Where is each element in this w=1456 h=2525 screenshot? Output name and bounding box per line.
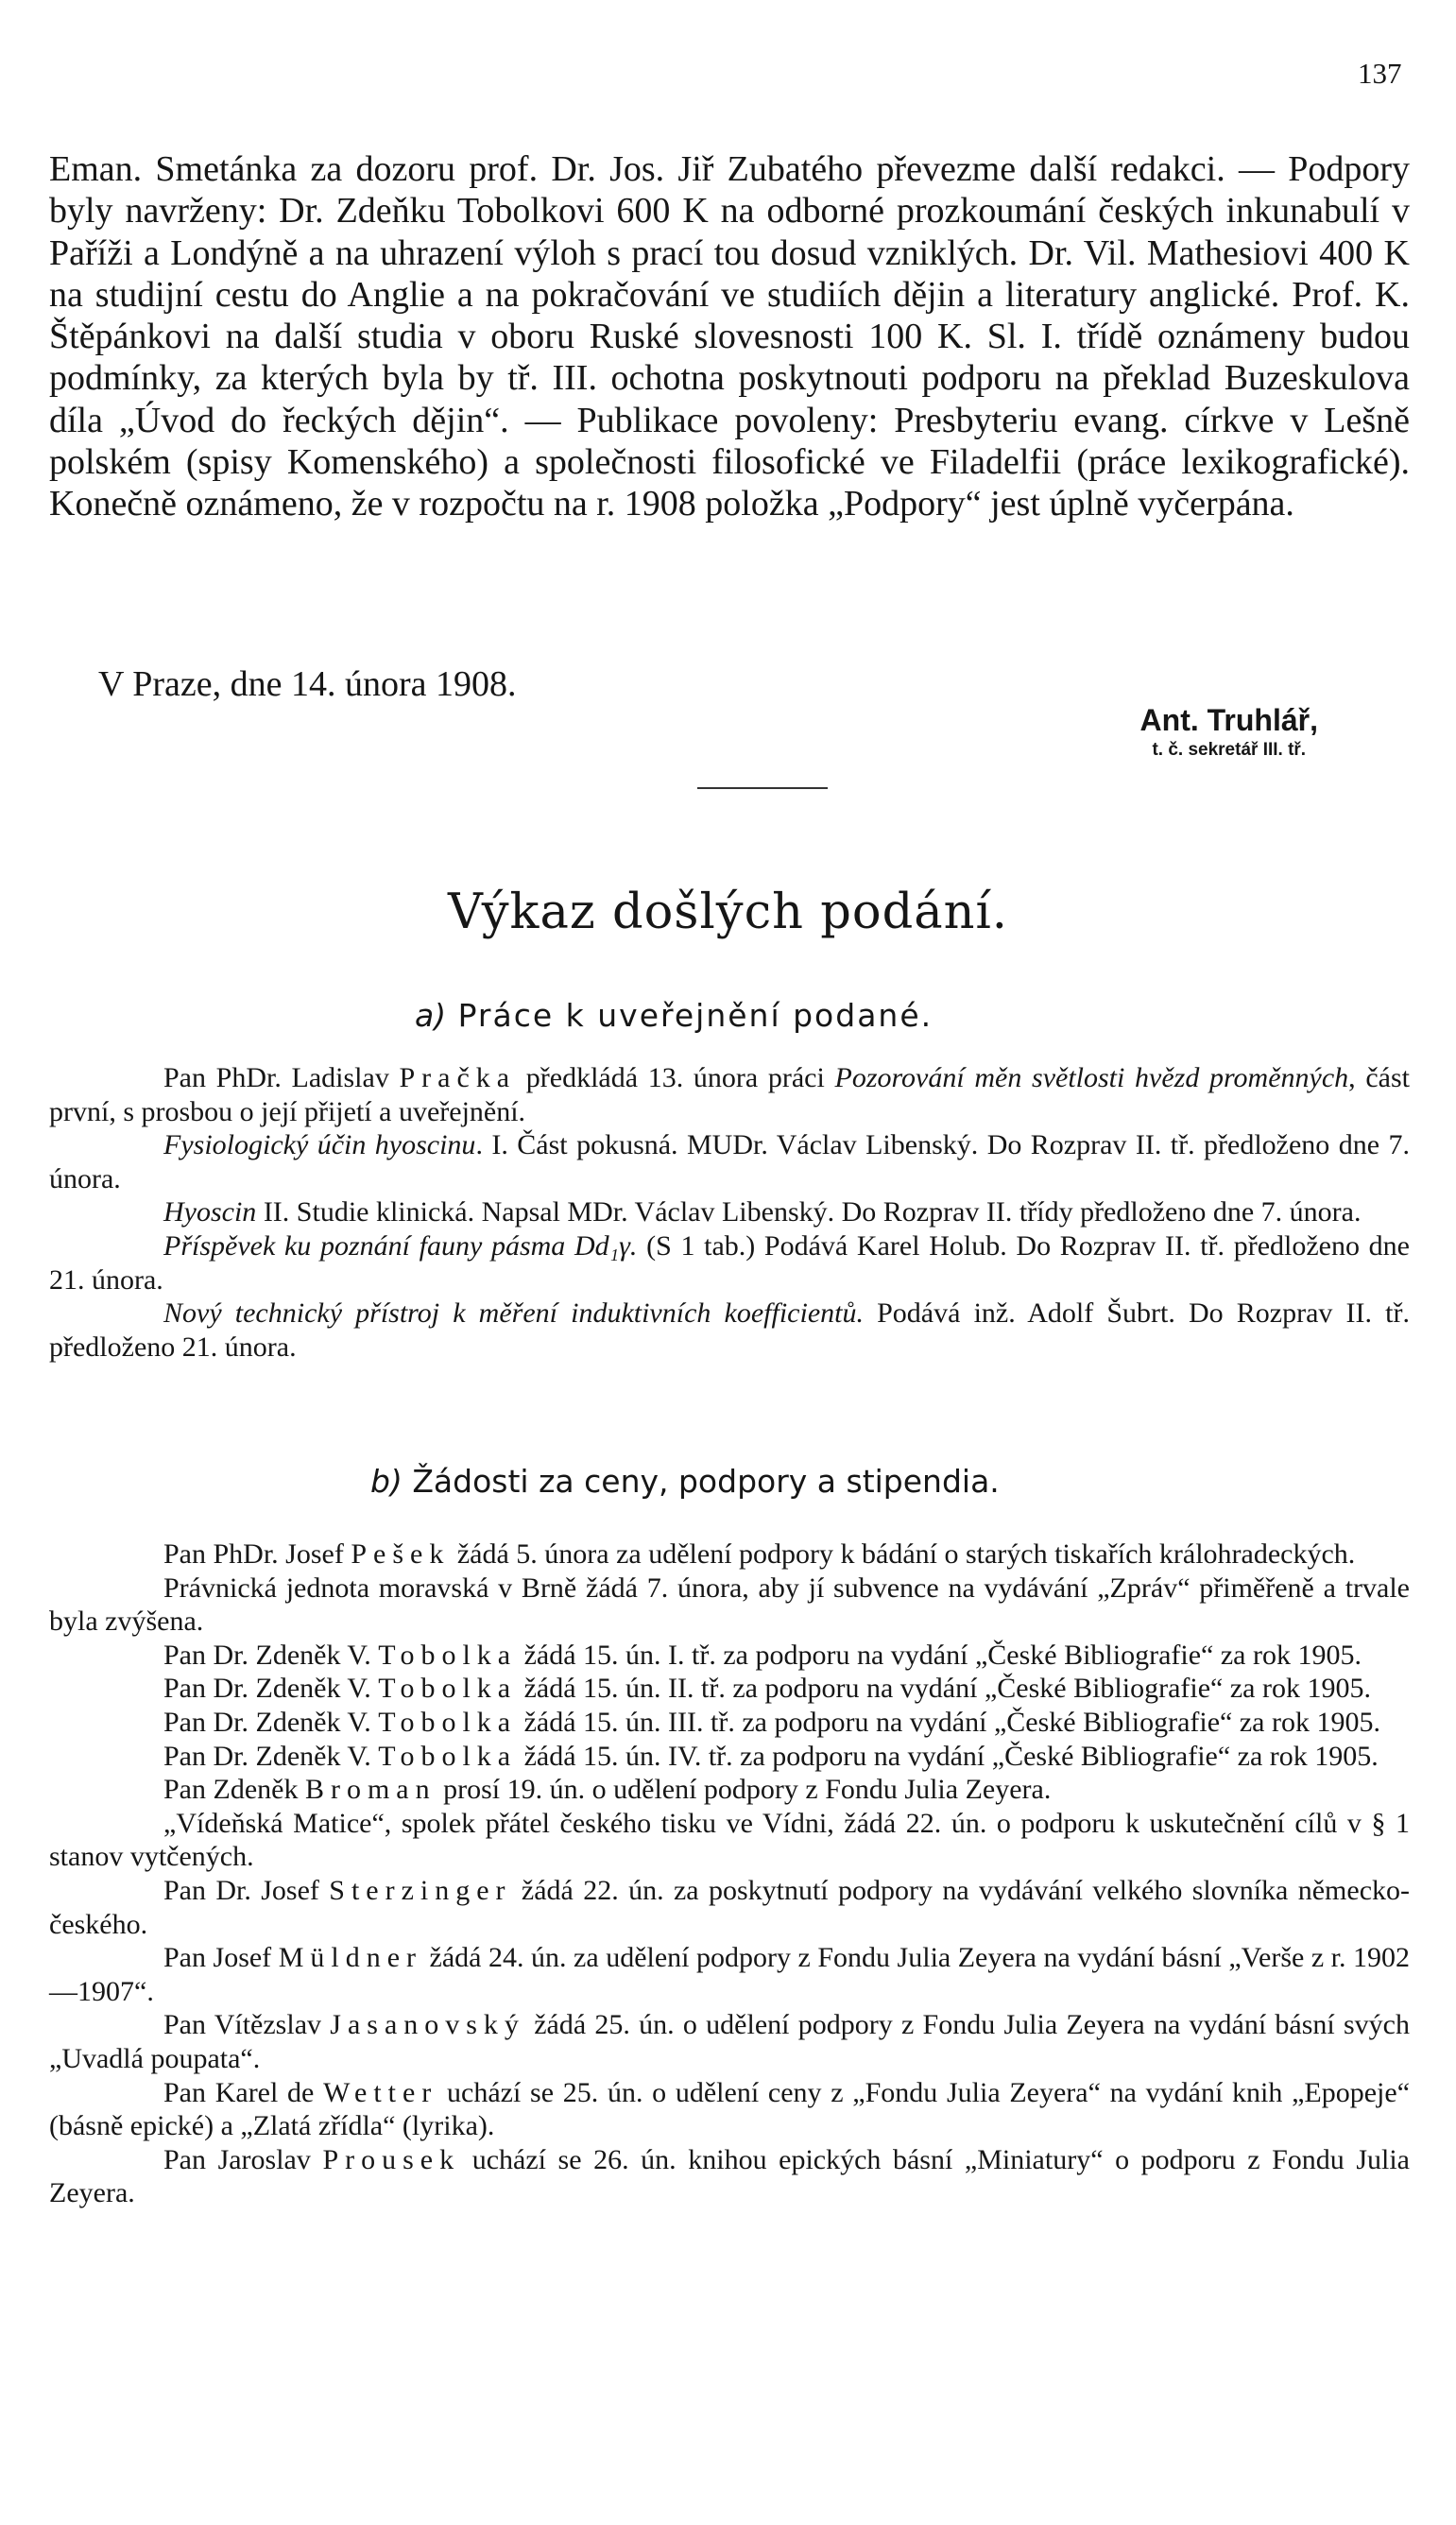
entry-spaced-name: Pračka [399,1062,517,1093]
list-item [49,1672,1410,1706]
entry-title: Příspěvek ku poznání fauny pásma Dd₁γ. [163,1229,638,1262]
entry-text: Právnická jednota moravská v Brně žádá 7. února, aby jí subvence na vydávání „Zpráv“ přiměřeně a trvale byla zvýšena. [49,1572,1410,1638]
entry-text: , část první, s prosbou o její přijetí a uveřejnění. [49,1062,1410,1127]
signature-name: Ant. Truhlář, [1139,703,1318,737]
section-heading: Výkaz došlých podání. [447,885,1008,940]
entry-text: Pan PhDr. Ladislav [163,1062,400,1093]
list-item [49,1639,1410,1673]
entry-text: Podává inž. Adolf Šubrt. Do Rozprav II. tř. předloženo 21. února. [49,1297,1410,1363]
entry-spaced-name: Tobolka [378,1673,518,1705]
signature-title: t. č. sekretář III. tř. [1152,740,1307,760]
entry-spaced-name: Tobolka [378,1639,518,1671]
subheading-b-title: Žádosti za ceny, podpory a stipendia. [412,1463,1000,1500]
entry-spaced-name: Müldner [278,1942,423,1974]
list-item [49,1229,1410,1297]
entry-text: Pan Dr. Zdeněk V. [163,1639,379,1671]
entry-spaced-name: Tobolka [378,1706,518,1738]
entry-text: prosí 19. ún. o udělení podpory z Fondu Julia Zeyera. [436,1774,1052,1806]
entry-text: (S 1 tab.) Podává Karel Holub. Do Rozprav II. tř. předloženo dne 21. února. [49,1229,1410,1296]
list-item [49,1128,1410,1195]
list-item [49,1537,1410,1572]
list-item [49,2076,1410,2143]
entry-spaced-name: Sterzinger [329,1874,512,1906]
entry-spaced-name: Prousek [322,2143,461,2175]
entry-spaced-name: Pešek [351,1538,451,1570]
intro-paragraph [49,148,1410,525]
list-item [49,1740,1410,1774]
entry-spaced-name: Jasanovský [330,2009,525,2041]
place-date: V Praze, dne 14. února 1908. [98,664,517,704]
entry-text: žádá 15. ún. II. tř. za podporu na vydání „České Bibliografie“ za rok 1905. [517,1673,1371,1705]
entry-text: žádá 5. února za udělení podpory k bádání o starých tiskařích králohradeckých. [450,1538,1356,1570]
entry-text: Pan Jaroslav [163,2143,323,2175]
entry-text: žádá 22. ún. za poskytnutí podpory na vydávání velkého slovníka německo-českého. [49,1874,1410,1940]
entry-text: „Vídeňská Matice“, spolek přátel českého tisku ve Vídni, žádá 22. ún. o podporu k uskutečnění cílů v § 1 stanov vytčených. [49,1807,1410,1873]
entry-text: Pan PhDr. Josef [163,1538,351,1570]
list-item [49,1941,1410,2008]
list-item [49,2143,1410,2210]
entry-text: Pan Karel de [163,2076,324,2108]
entry-text: žádá 15. ún. I. tř. za podporu na vydání „České Bibliografie“ za rok 1905. [517,1639,1362,1671]
entry-text: uchází se 25. ún. o udělení ceny z „Fondu Julia Zeyera“ na vydání knih „Epopeje“ (básně epické) a „Zlatá zřídla“ (lyrika). [49,2076,1411,2142]
entry-text: II. Studie klinická. Napsal MDr. Václav Libenský. Do Rozprav II. třídy předloženo dne 7. února. [256,1196,1362,1228]
entry-text: žádá 15. ún. III. tř. za podporu na vydání „České Bibliografie“ za rok 1905. [517,1706,1380,1738]
list-item [49,1297,1410,1364]
list-item [49,2008,1410,2075]
entry-text: žádá 25. ún. o udělení podpory z Fondu Julia Zeyera na vydání básní svých „Uvadlá poupata“. [49,2009,1411,2074]
list-item [49,1773,1410,1807]
list-item [49,1706,1410,1740]
entry-text: Pan Dr. Zdeněk V. [163,1740,379,1772]
entry-text: předkládá 13. února práci [516,1062,835,1093]
entry-text: Pan Dr. Zdeněk V. [163,1706,379,1738]
subheading-a [415,997,933,1034]
entry-spaced-name: Wetter [323,2076,438,2108]
intro-text: Eman. Smetánka za dozoru prof. Dr. Jos. Jiř Zubatého převezme další redakci. — Podpory byly navrženy: Dr. Zdeňku Tobolkovi 600 K na odborné prozkoumání českých inkunabulí v Paříži a Londýně a na uhrazení výloh s prací tou dosud vzniklých. Dr. Vil. Mathesiovi 400 K na studijní cestu do Anglie a na pokračování ve studiích dějin a literatury anglické. Prof. K. Štěpánkovi na další studia v oboru Ruské slovesnosti 100 K. Sl. I. třídě oznámeny budou podmínky, za kterých byla by tř. III. ochotna poskytnouti podporu na překlad Buzeskulova díla „Úvod do řeckých dějin“. — Publikace povoleny: Presbyteriu evang. církve v Lešně polském (spisy Komenského) a společnosti filosofické ve Filadelfii (práce lexikografické). Konečně oznámeno, že v rozpočtu na r. 1908 položka „Podpory“ jest úplně vyčerpána. [49,149,1410,524]
subheading-b-marker: b) [370,1463,403,1500]
entry-text: . I. Část pokusná. MUDr. Václav Libenský. Do Rozprav II. tř. předloženo dne 7. února. [49,1129,1410,1194]
list-item [49,1061,1410,1128]
list-item [49,1572,1410,1639]
list-item [49,1195,1410,1229]
entry-text: žádá 15. ún. IV. tř. za podporu na vydání „České Bibliografie“ za rok 1905. [517,1740,1379,1772]
page-number: 137 [1358,57,1402,90]
entry-text: Pan Dr. Zdeněk V. [163,1673,379,1705]
list-b [49,1537,1410,2210]
list-item [49,1807,1410,1874]
subheading-a-title: Práce k uveřejnění podané. [457,997,934,1034]
entry-title: Nový technický přístroj k měření induktivních koefficientů. [163,1297,864,1330]
entry-title: Hyoscin [163,1196,257,1228]
list-a [49,1061,1410,1364]
entry-title: Fysiologický účin hyoscinu [163,1129,476,1161]
list-item [49,1874,1410,1941]
entry-title: Pozorování měn světlosti hvězd proměnných [834,1062,1349,1093]
entry-spaced-name: Tobolka [378,1740,518,1772]
entry-text: uchází se 26. ún. knihou epických básní „Miniatury“ o podporu z Fondu Julia Zeyera. [49,2143,1410,2209]
signature-block [1140,703,1318,761]
entry-text: Pan Vítězslav [163,2009,331,2041]
entry-text: žádá 24. ún. za udělení podpory z Fondu Julia Zeyera na vydání básní „Verše z r. 1902—1907“. [49,1942,1411,2007]
separator-rule [697,787,828,789]
entry-spaced-name: Broman [304,1774,437,1806]
subheading-b [370,1463,1000,1500]
entry-text: Pan Dr. Josef [163,1874,330,1906]
subheading-a-marker: a) [415,997,447,1034]
entry-text: Pan Zdeněk [163,1774,305,1806]
entry-text: Pan Josef [163,1942,279,1974]
